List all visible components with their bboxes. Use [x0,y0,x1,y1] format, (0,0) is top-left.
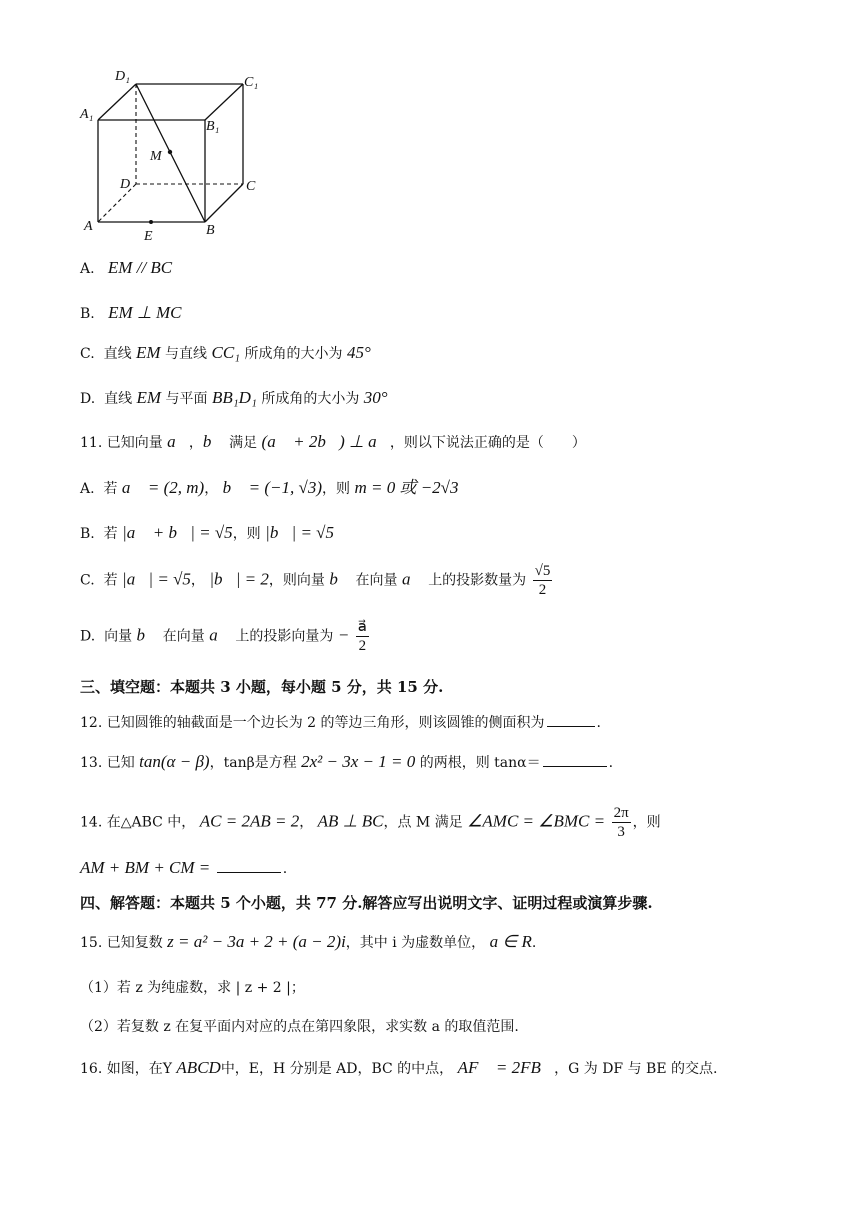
question-15 [80,932,536,953]
option-text: 在向量 [355,572,398,589]
question-text: 14. 在△ABC 中， [80,814,196,831]
option-letter: A. [80,481,95,497]
option-letter: C. [80,572,95,589]
option-letter: D. [80,628,96,645]
question-15-part-1: （1）若 z 为纯虚数，求 | z + 2 |； [80,980,305,996]
question-12 [80,712,601,733]
option-text: 向量 [104,628,133,645]
option-10-b [80,303,181,324]
option-11-b [80,523,334,544]
question-math: tan(α − β) [139,752,210,771]
option-math: EM // BC [107,258,173,277]
question-text: 的两根，则 tanα＝ [419,755,541,771]
edge-D-A-hidden [98,184,136,222]
option-letter: B. [80,526,95,542]
option-11-a [80,478,459,499]
question-text: 中，E，H 分别是 AD，BC 的中点， [220,1061,454,1077]
question-math: AB ⊥ BC [317,811,384,831]
question-text: ，则 [632,814,661,831]
option-text: ， [204,481,219,497]
question-text: . [608,755,614,771]
question-16 [80,1058,717,1079]
minus-sign: − [337,625,350,645]
answer-blank[interactable] [543,752,607,767]
option-letter: B. [80,306,95,322]
option-math: |b⃗| = 2 [209,569,269,589]
option-10-a [80,258,172,279]
fraction-denominator: 2 [538,582,547,598]
cube-figure [78,64,278,244]
label-A1: A₁ [80,107,94,122]
option-letter: A. [80,261,95,277]
question-text: 15. 已知复数 [80,935,163,951]
option-text: ， [190,572,205,589]
option-text: ，则 [322,481,350,497]
option-text: 所成角的大小为 [244,346,343,362]
vector-b: b⃗ [329,569,352,589]
option-math: EM ⊥ MC [108,303,182,322]
question-14 [80,804,661,841]
question-math: 2x² − 3x − 1 = 0 [301,752,416,771]
option-text: 若 [103,572,118,589]
answer-blank[interactable] [217,858,281,873]
vector-a: a⃗ [402,569,424,589]
question-13 [80,752,613,773]
option-math: m = 0 或 −2√3 [354,478,459,497]
stem-text: ，则以下说法正确的是（ ） [389,435,586,451]
question-text: ，G 为 DF 与 BE 的交点. [554,1061,718,1077]
stem-text: 11. 已知向量 [80,435,163,451]
vector-a: a⃗ [167,432,189,451]
option-text: 所成角的大小为 [261,391,360,407]
vector-a: a⃗ [209,625,231,645]
fraction-numerator: √5 [534,563,551,579]
question-math: z = a² − 3a + 2 + (a − 2)i [167,932,346,951]
option-text: 上的投影向量为 [235,628,334,645]
option-math: |a⃗ + b⃗| = √5 [122,523,233,542]
option-math: EM [136,388,162,407]
fraction [356,618,369,655]
option-math: EM [136,343,161,362]
vector-b: b⃗ [136,625,159,645]
edge-A1-D1 [98,84,136,120]
section-4-title: 四、解答题：本题共 5 个小题，共 77 分.解答应写出说明文字、证明过程或演算步骤. [80,894,653,912]
label-D: D [120,177,131,192]
label-A: A [84,219,93,234]
option-text: 直线 [104,391,133,407]
section-3-title: 三、填空题：本题共 3 小题，每小题 5 分，共 15 分. [80,678,444,696]
vector-b: b⃗ [202,432,225,451]
question-math: a ∈ R [489,932,532,951]
option-math: |a⃗| = √5 [122,569,191,589]
question-text: 12. 已知圆锥的轴截面是一个边长为 2 的等边三角形，则该圆锥的侧面积为 [80,715,545,731]
option-text: 在向量 [162,628,205,645]
question-text: . [282,861,288,877]
option-math: 45° [346,343,371,362]
option-10-c [80,343,371,364]
option-text: 直线 [103,346,132,362]
option-math: BB₁D₁ [212,388,257,407]
question-text: ，点 M 满足 [383,814,463,831]
fraction-denominator: 3 [617,824,625,840]
question-math: AF⃗ = 2FB⃗ [457,1058,555,1077]
edge-B1-C1 [205,84,243,120]
option-text: 与平面 [165,391,208,407]
question-math: ABCD [176,1058,221,1077]
label-E: E [144,229,153,244]
option-11-c [80,562,554,599]
option-text: 若 [103,481,118,497]
option-text: ，则向量 [268,572,325,589]
question-text: . [531,935,537,951]
option-text: 上的投影数量为 [428,572,527,589]
fraction [533,562,553,599]
question-text: 13. 已知 [80,755,135,771]
label-C1: C₁ [244,75,259,90]
option-text: 若 [103,526,118,542]
question-math: ∠AMC = ∠BMC = [467,811,606,831]
option-11-d [80,618,371,655]
question-11-stem [80,432,586,453]
label-D1: D₁ [115,69,130,84]
answer-blank[interactable] [547,712,595,727]
question-14-line2 [80,858,287,879]
stem-text: ， [188,435,203,451]
stem-text: 满足 [229,435,258,451]
question-text: 16. 如图，在Y [80,1061,172,1077]
edge-B-C [205,184,243,222]
option-10-d [80,388,388,409]
option-letter: C. [80,346,95,362]
option-math: |b⃗| = √5 [265,523,335,542]
fraction-numerator: 2π [613,805,629,821]
question-15-part-2: （2）若复数 z 在复平面内对应的点在第四象限，求实数 a 的取值范围. [80,1019,519,1035]
option-math: b⃗ = (−1, √3) [222,478,322,497]
fraction-denominator: 2 [358,638,367,654]
question-text: . [596,715,601,731]
option-math: 30° [363,388,388,407]
option-text: ，则 [232,526,261,542]
question-math: AM + BM + CM = [80,858,211,877]
option-text: 与直线 [165,346,208,362]
question-text: ，其中 i 为虚数单位， [345,935,486,951]
option-math: a⃗ = (2, m) [121,478,205,497]
fraction-numerator: a⃗ [357,619,367,635]
point-M [168,150,172,154]
point-E [149,220,153,224]
condition-math: (a⃗ + 2b⃗) ⊥ a⃗ [261,432,390,451]
label-B1: B₁ [206,119,220,134]
question-text: ，tanβ是方程 [209,755,297,771]
question-math: AC = 2AB = 2 [199,811,300,831]
option-math: CC₁ [211,343,241,362]
fraction [612,804,631,841]
question-text: ， [299,814,314,831]
label-B: B [206,223,215,238]
option-letter: D. [80,391,96,407]
label-C: C [246,179,256,194]
label-M: M [150,149,162,164]
